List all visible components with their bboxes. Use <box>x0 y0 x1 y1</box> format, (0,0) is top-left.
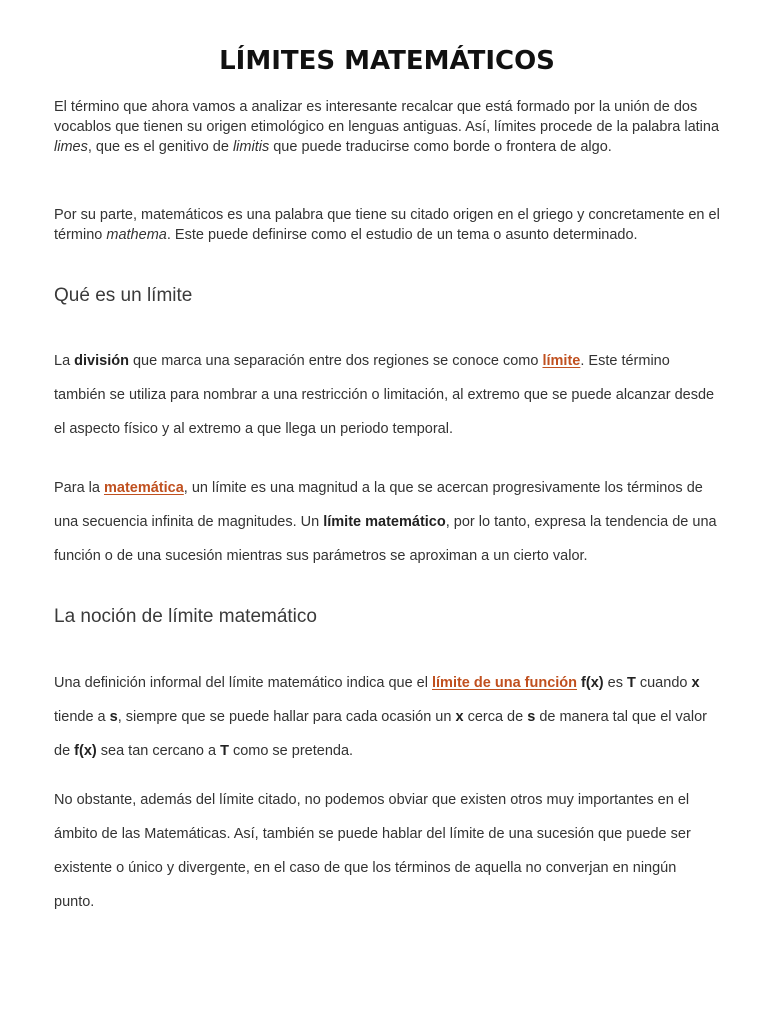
text-run: , que es el genitivo de <box>87 139 233 155</box>
bold-term: x <box>691 675 700 691</box>
bold-term: f(x) <box>581 675 604 691</box>
section-heading-nocion-limite: La noción de límite matemático <box>54 606 317 627</box>
text-run: que marca una separación entre dos regiones se conoce como <box>128 353 543 369</box>
text-run: como se pretenda. <box>228 743 354 759</box>
text-run: , un límite es una magnitud a la que se acercan progresivamente los términos de una secuencia infinita de magnitudes. Un <box>54 480 703 530</box>
bold-term: x <box>455 709 464 725</box>
bold-term: división <box>74 353 129 369</box>
text-run: . Este puede definirse como el estudio de un tema o asunto determinado. <box>166 227 638 243</box>
bold-term: f(x) <box>74 743 97 759</box>
section-heading-que-es-un-limite: Qué es un límite <box>54 285 193 306</box>
bold-term: límite matemático <box>323 514 446 530</box>
italic-term: mathema <box>106 227 167 243</box>
text-run: Una definición informal del límite matemático indica que el <box>54 675 432 691</box>
page-title: LÍMITES MATEMÁTICOS <box>219 46 555 76</box>
intro-paragraph-1 <box>54 97 720 157</box>
paragraph-text: No obstante, además del límite citado, no podemos obviar que existen otros muy importantes en el ámbito de las Matemáticas. Así, también se puede hablar del límite de una sucesión que puede ser existente o único y divergente, en el caso de que los términos de aquella no converjan en ningún punto. <box>54 792 691 910</box>
bold-term: s <box>109 709 118 725</box>
text-run: El término que ahora vamos a analizar es interesante recalcar que está formado por la unión de dos vocablos que tienen su origen etimológico en lenguas antiguas. Así, límites procede de la palabra latina <box>54 99 720 135</box>
section1-paragraph-2 <box>54 471 720 573</box>
text-run: de manera tal que el valor de <box>54 709 707 759</box>
text-run: cerca de <box>463 709 528 725</box>
text-run: La <box>54 353 75 369</box>
section1-paragraph-1 <box>54 344 720 446</box>
bold-term: T <box>220 743 229 759</box>
text-run: Por su parte, matemáticos es una palabra que tiene su citado origen en el griego y concretamente en el término <box>54 207 720 243</box>
link-limite-de-una-funcion[interactable]: límite de una función <box>432 675 578 691</box>
text-run: es <box>603 675 627 691</box>
text-run: que puede traducirse como borde o frontera de algo. <box>269 139 612 155</box>
text-run: , por lo tanto, expresa la tendencia de una función o de una sucesión mientras sus parámetros se aproximan a un cierto valor. <box>54 514 717 564</box>
bold-term: T <box>626 675 636 691</box>
link-limite[interactable]: límite <box>542 353 581 369</box>
italic-term: limes <box>54 139 88 155</box>
text-run: , siempre que se puede hallar para cada ocasión un <box>117 709 456 725</box>
bold-term: s <box>527 709 536 725</box>
section2-paragraph-2 <box>54 783 720 919</box>
text-run: sea tan cercano a <box>96 743 221 759</box>
link-matematica[interactable]: matemática <box>103 480 184 496</box>
section2-paragraph-1 <box>54 666 720 768</box>
text-run: Para la <box>54 480 104 496</box>
italic-term: limitis <box>232 139 270 155</box>
text-run: tiende a <box>54 709 110 725</box>
text-run: cuando <box>635 675 692 691</box>
text-run: . Este término también se utiliza para nombrar a una restricción o limitación, al extremo que se puede alcanzar desde el aspecto físico y al extremo a que llega un periodo temporal. <box>54 353 715 437</box>
intro-paragraph-2 <box>54 205 720 245</box>
